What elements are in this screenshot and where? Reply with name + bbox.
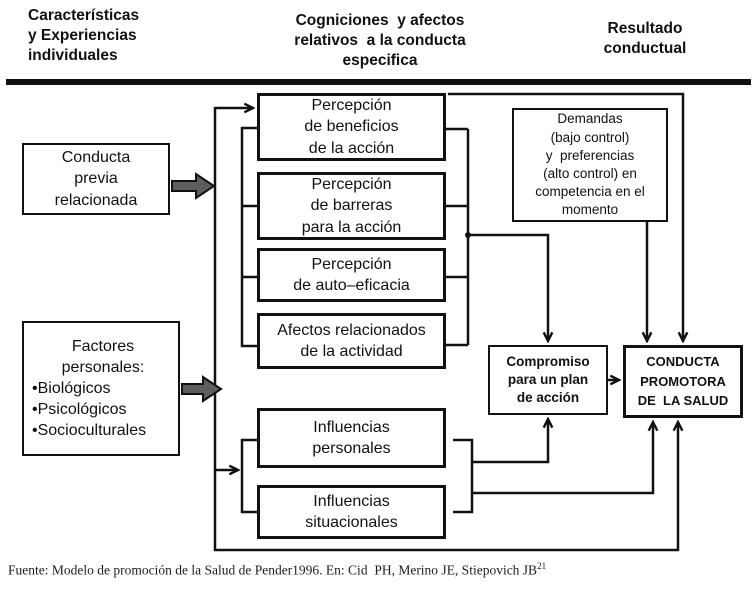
box-line: personales:	[61, 358, 145, 376]
box-line: Influencias	[313, 418, 390, 436]
box-conducta-promotora-salud	[623, 345, 743, 418]
bullet-item: •Socioculturales	[32, 422, 147, 440]
box-line: de beneficios	[304, 118, 399, 136]
cognitions-left-bracket	[242, 128, 257, 346]
influencias-left-bracket	[242, 440, 257, 512]
header-line: especifica	[342, 51, 418, 69]
source-caption-text: Fuente: Modelo de promoción de la Salud de Pender1996. En: Cid PH, Merino JE, Stiepovich JB	[8, 562, 538, 578]
source-caption-superscript: 21	[537, 561, 547, 571]
box-percepcion-autoeficacia	[257, 248, 446, 302]
header-line: Características	[28, 7, 140, 24]
influencias-right-bracket	[453, 440, 472, 512]
box-line: Percepción	[311, 176, 392, 194]
influencias-to-compromiso-arrow	[472, 419, 548, 462]
box-afectos-relacionados	[257, 313, 446, 369]
header-line: individuales	[28, 46, 118, 64]
header-line: Resultado	[607, 20, 683, 37]
box-line: momento	[561, 202, 619, 218]
box-line: situacionales	[305, 514, 398, 531]
box-compromiso-plan-accion	[488, 345, 608, 415]
box-line: de la acción	[308, 139, 395, 157]
box-percepcion-barreras	[257, 172, 446, 240]
box-line: y preferencias	[545, 147, 635, 163]
box-line: Afectos relacionados	[277, 321, 426, 339]
box-line: Conducta	[61, 149, 131, 167]
box-line: Percepción	[311, 97, 392, 115]
box-line: (bajo control)	[550, 129, 630, 145]
box-line: Influencias	[313, 492, 390, 510]
box-influencias-situacionales	[257, 485, 446, 539]
box-line: de auto–eficacia	[293, 277, 410, 294]
influencias-to-conducta-arrow	[472, 422, 653, 493]
box-line: (alto control) en	[543, 166, 637, 181]
cognitions-to-compromiso-arrow	[468, 235, 548, 341]
box-line: Percepción	[311, 255, 392, 273]
header-line: y Experiencias	[28, 26, 137, 44]
header-line: Cogniciones y afectos	[295, 12, 465, 29]
cognitions-right-bracket	[445, 129, 468, 345]
bracket-junction-dot	[465, 232, 471, 238]
box-line: Factores	[71, 337, 135, 355]
box-line: PROMOTORA	[640, 373, 726, 389]
box-percepcion-beneficios	[257, 93, 446, 161]
header-line: relativos a la conducta	[294, 31, 466, 49]
box-line: CONDUCTA	[646, 354, 720, 370]
box-line: para la acción	[301, 218, 402, 236]
box-line: competencia en el	[535, 184, 645, 200]
box-line: de la actividad	[300, 343, 403, 360]
box-line: Compromiso	[506, 354, 590, 370]
conducta-previa-gray-arrow-icon	[172, 174, 214, 198]
box-factores-personales	[22, 321, 180, 456]
box-demandas-preferencias	[512, 108, 668, 222]
box-conducta-previa	[22, 143, 170, 215]
box-line: previa	[74, 170, 118, 188]
bullet-item: •Psicológicos	[32, 401, 127, 419]
box-line: personales	[312, 440, 391, 457]
bullet-item: •Biológicos	[32, 379, 111, 397]
header-line: conductual	[603, 39, 687, 57]
box-influencias-personales	[257, 408, 446, 468]
source-caption	[8, 561, 748, 579]
box-line: Demandas	[557, 111, 623, 127]
box-line: DE LA SALUD	[637, 393, 729, 409]
box-line: de acción	[516, 389, 580, 405]
box-line: de barreras	[310, 197, 393, 215]
box-line: para un plan	[507, 372, 589, 388]
box-line: relacionada	[54, 191, 138, 209]
